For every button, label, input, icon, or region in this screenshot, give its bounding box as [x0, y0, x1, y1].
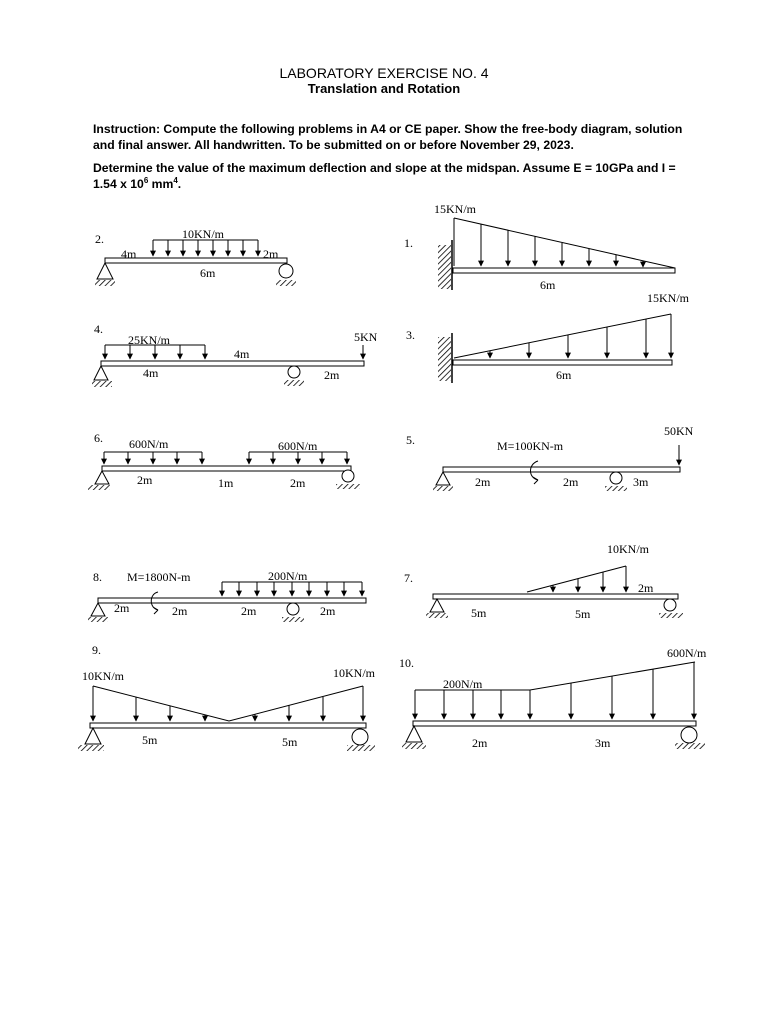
- fixed-wall-hatch: [438, 245, 451, 289]
- task-text-main: Determine the value of the maximum deflection and slope at the midspan. Assume E = 10GPa and I = 1.54 x 10: [93, 161, 676, 191]
- beam: [453, 268, 675, 273]
- problem-6-dim-b: 1m: [218, 476, 234, 490]
- pin-support: [94, 366, 108, 380]
- problem-7-dim-b: 5m: [575, 607, 591, 621]
- problem-9-right-load-label: 10KN/m: [333, 666, 375, 680]
- load-slope-line: [527, 566, 626, 592]
- ground-hatch: [675, 743, 705, 749]
- problem-8-dim-a: 2m: [114, 601, 130, 615]
- roller-support: [342, 470, 354, 482]
- roller-support: [288, 366, 300, 378]
- problem-8-moment-label: M=1800N-m: [127, 570, 191, 584]
- beam: [453, 360, 672, 365]
- page-subtitle: Translation and Rotation: [307, 81, 461, 96]
- roller-support: [352, 729, 368, 745]
- ground-hatch: [78, 745, 104, 751]
- problem-5-dim-b: 2m: [563, 475, 579, 489]
- problem-5-dim-c: 3m: [633, 475, 649, 489]
- ground-hatch: [276, 280, 296, 286]
- problem-6-dim-c: 2m: [290, 476, 306, 490]
- problem-2-number: 2.: [95, 232, 104, 246]
- ground-hatch: [284, 380, 304, 386]
- ground-hatch: [95, 280, 115, 286]
- ground-hatch: [347, 745, 375, 751]
- problem-2-right-dim: 2m: [263, 247, 279, 261]
- problem-8-dim-c: 2m: [241, 604, 257, 618]
- problem-10-number: 10.: [399, 656, 414, 670]
- problem-4-top-span: 4m: [234, 347, 250, 361]
- roller-support: [610, 472, 622, 484]
- pin-support: [85, 728, 101, 744]
- problem-4-point-load-label: 5KN: [354, 330, 378, 344]
- problem-7-number: 7.: [404, 571, 413, 585]
- beam: [102, 466, 351, 471]
- ground-hatch: [88, 617, 108, 622]
- roller-support: [681, 727, 697, 743]
- problem-6-number: 6.: [94, 431, 103, 445]
- problem-6-dim-a: 2m: [137, 473, 153, 487]
- roller-support: [279, 264, 293, 278]
- pin-support: [406, 726, 422, 742]
- problem-7-top-dim: 2m: [638, 581, 654, 595]
- problem-3-load-label: 15KN/m: [647, 291, 689, 305]
- problem-9-dim-a: 5m: [142, 733, 158, 747]
- beam: [98, 598, 366, 603]
- roller-support: [664, 599, 676, 611]
- ground-hatch: [282, 617, 304, 622]
- problem-7-dim-a: 5m: [471, 606, 487, 620]
- problem-10-dim-b: 3m: [595, 736, 611, 750]
- problem-2-left-dim: 4m: [121, 247, 137, 261]
- pin-support: [436, 472, 450, 485]
- problem-1-diagram: [438, 218, 675, 290]
- pin-support: [430, 599, 444, 612]
- page-title: LABORATORY EXERCISE NO. 4: [279, 65, 489, 81]
- pin-support: [95, 471, 109, 484]
- instruction-text: Instruction: Compute the following problems in A4 or CE paper. Show the free-body diagram, solution and final answer. All handwritten. To be submitted on or before November 29, 2023.: [93, 122, 683, 152]
- problem-1-load-label: 15KN/m: [434, 202, 476, 216]
- problem-10-low-load-label: 200N/m: [443, 677, 483, 691]
- load-arrows: [153, 240, 258, 256]
- problem-6-right-load-label: 600N/m: [278, 439, 318, 453]
- load-arrows: [105, 345, 205, 359]
- pin-support: [97, 263, 113, 279]
- pin-support: [91, 603, 105, 616]
- problem-6-left-load-label: 600N/m: [129, 437, 169, 451]
- load-arrows: [93, 686, 363, 721]
- problem-10-diagram: [402, 662, 705, 749]
- problem-8-dim-d: 2m: [320, 604, 336, 618]
- load-slope-line: [454, 218, 675, 268]
- problem-9-number: 9.: [92, 643, 101, 657]
- problem-1-number: 1.: [404, 236, 413, 250]
- load-arrows: [490, 314, 671, 358]
- load-slope-line: [454, 314, 671, 358]
- ground-hatch: [426, 613, 448, 618]
- task-exponent-6: 6: [143, 175, 149, 185]
- problem-5-dim-a: 2m: [475, 475, 491, 489]
- fixed-wall-hatch: [438, 337, 451, 381]
- problem-5-moment-label: M=100KN-m: [497, 439, 564, 453]
- load-arrows: [553, 566, 626, 592]
- problem-3-number: 3.: [406, 328, 415, 342]
- problem-4-load-label: 25KN/m: [128, 333, 170, 347]
- problem-8-dim-b: 2m: [172, 604, 188, 618]
- ground-hatch: [605, 486, 627, 491]
- ground-hatch: [433, 486, 453, 491]
- problem-4-left-dim: 4m: [143, 366, 159, 380]
- problem-4-right-dim: 2m: [324, 368, 340, 382]
- problem-8-number: 8.: [93, 570, 102, 584]
- ground-hatch: [336, 484, 360, 489]
- load-arrows: [104, 452, 347, 464]
- beam: [413, 721, 696, 726]
- ground-hatch: [659, 613, 683, 618]
- problem-8-load-label: 200N/m: [268, 569, 308, 583]
- problem-1-span-dim: 6m: [540, 278, 556, 292]
- load-arrows: [222, 582, 362, 596]
- beam: [90, 723, 366, 728]
- ground-hatch: [92, 381, 112, 387]
- ground-hatch: [88, 485, 110, 490]
- task-exponent-4: 4: [173, 175, 178, 185]
- problem-5-number: 5.: [406, 433, 415, 447]
- beam: [101, 361, 364, 366]
- problem-10-dim-a: 2m: [472, 736, 488, 750]
- problem-7-load-label: 10KN/m: [607, 542, 649, 556]
- problem-9-dim-b: 5m: [282, 735, 298, 749]
- problem-3-diagram: [438, 314, 672, 383]
- problem-10-high-load-label: 600N/m: [667, 646, 707, 660]
- problem-9-diagram: [78, 686, 375, 751]
- problem-3-span-dim: 6m: [556, 368, 572, 382]
- task-unit: mm: [148, 176, 174, 191]
- problem-5-point-load-label: 50KN: [664, 424, 694, 438]
- problem-9-left-load-label: 10KN/m: [82, 669, 124, 683]
- beam: [443, 467, 680, 472]
- roller-support: [287, 603, 299, 615]
- ground-hatch: [402, 743, 426, 749]
- task-period: .: [177, 176, 182, 191]
- problem-2-load-label: 10KN/m: [182, 227, 224, 241]
- problem-2-span-dim: 6m: [200, 266, 216, 280]
- problem-4-number: 4.: [94, 322, 103, 336]
- load-arrows: [481, 224, 643, 267]
